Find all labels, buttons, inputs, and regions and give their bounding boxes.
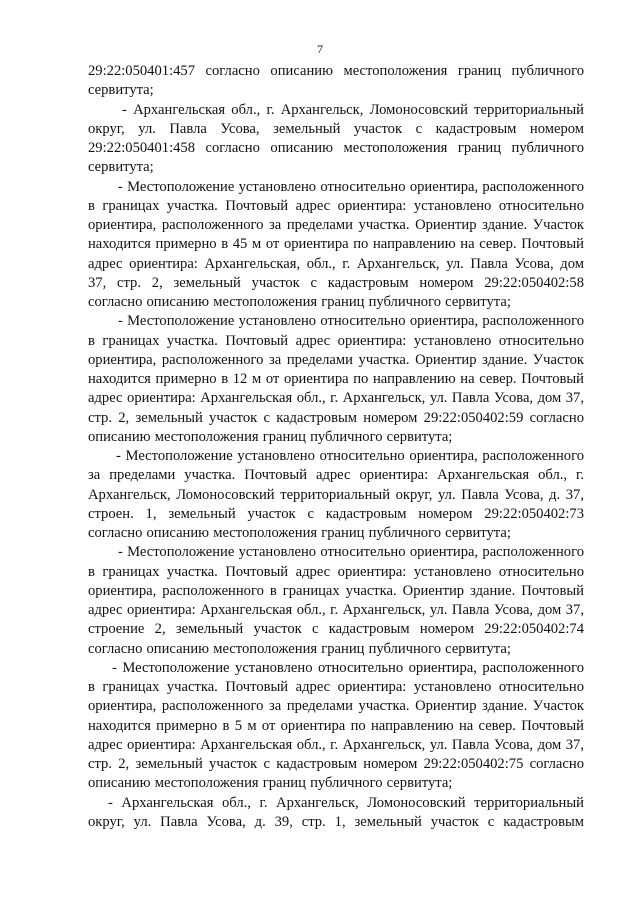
paragraph-1 [88, 62, 584, 101]
paragraph-text: - Архангельская обл., г. Архангельск, Ломоносовский территориальный округ, ул. Павла Усова, земельный участок с кадастровым номером 29:22:050401:458 согласно описанию местоположения границ публичного сервитута; [88, 101, 584, 176]
paragraph-8 [88, 794, 584, 833]
paragraph-text: - Местоположение установлено относительно ориентира, расположенного за пределами участка. Почтовый адрес ориентира: Архангельская обл., г. Архангельск, Ломоносовский территориальный округ, ул. Павла Усова, д. 37, строен. 1, земельный участок с кадастровым номером 29:22:050402:73 согласно описанию местоположения границ публичного сервитута; [88, 448, 584, 541]
paragraph-3 [88, 178, 584, 313]
paragraph-7 [88, 659, 584, 794]
paragraph-text: - Местоположение установлено относительно ориентира, расположенного в границах участка. Почтовый адрес ориентира: установлено относительно ориентира, расположенного за пределами участка. Ориентир здание. Участок находится примерно в 5 м от ориентира по направлению на север. Почтовый адрес ориентира: Архангельская обл., г. Архангельск, ул. Павла Усова, дом 37, стр. 2, земельный участок с кадастровым номером 29:22:050402:75 согласно описанию местоположения границ публичного сервитута; [88, 659, 584, 792]
page-number: 7 [317, 42, 323, 56]
paragraph-text: - Местоположение установлено относительно ориентира, расположенного в границах участка. Почтовый адрес ориентира: установлено относительно ориентира, расположенного за пределами участка. Ориентир здание. Участок находится примерно в 12 м от ориентира по направлению на север. Почтовый адрес ориентира: Архангельская обл., г. Архангельск, ул. Павла Усова, дом 37, стр. 2, земельный участок с кадастровым номером 29:22:050402:59 согласно описанию местоположения границ публичного сервитута; [88, 313, 584, 445]
paragraph-2 [88, 101, 584, 178]
paragraph-text: - Местоположение установлено относительно ориентира, расположенного в границах участка. Почтовый адрес ориентира: установлено относительно ориентира, расположенного в границах участка. Ориентир здание. Почтовый адрес ориентира: Архангельская обл., г. Архангельск, ул. Павла Усова, дом 37, строение 2, земельный участок с кадастровым номером 29:22:050402:74 согласно описанию местоположения границ публичного сервитута; [88, 544, 584, 657]
paragraph-6 [88, 543, 584, 659]
paragraph-text: 29:22:050401:457 согласно описанию местоположения границ публичного сервитута; [88, 63, 584, 99]
paragraph-5 [88, 447, 584, 543]
paragraph-4 [88, 312, 584, 447]
paragraph-text: - Архангельская обл., г. Архангельск, Ломоносовский территориальный округ, ул. Павла Усова, д. 39, стр. 1, земельный участок с кадастровым [88, 794, 584, 830]
document-body [88, 62, 584, 832]
paragraph-text: - Местоположение установлено относительно ориентира, расположенного в границах участка. Почтовый адрес ориентира: установлено относительно ориентира, расположенного за пределами участка. Ориентир здание. Участок находится примерно в 45 м от ориентира по направлению на север. Почтовый адрес ориентира: Архангельская, обл., г. Архангельск, ул. Павла Усова, дом 37, стр. 2, земельный участок с кадастровым номером 29:22:050402:58 согласно описанию местоположения границ публичного сервитута; [88, 178, 584, 310]
